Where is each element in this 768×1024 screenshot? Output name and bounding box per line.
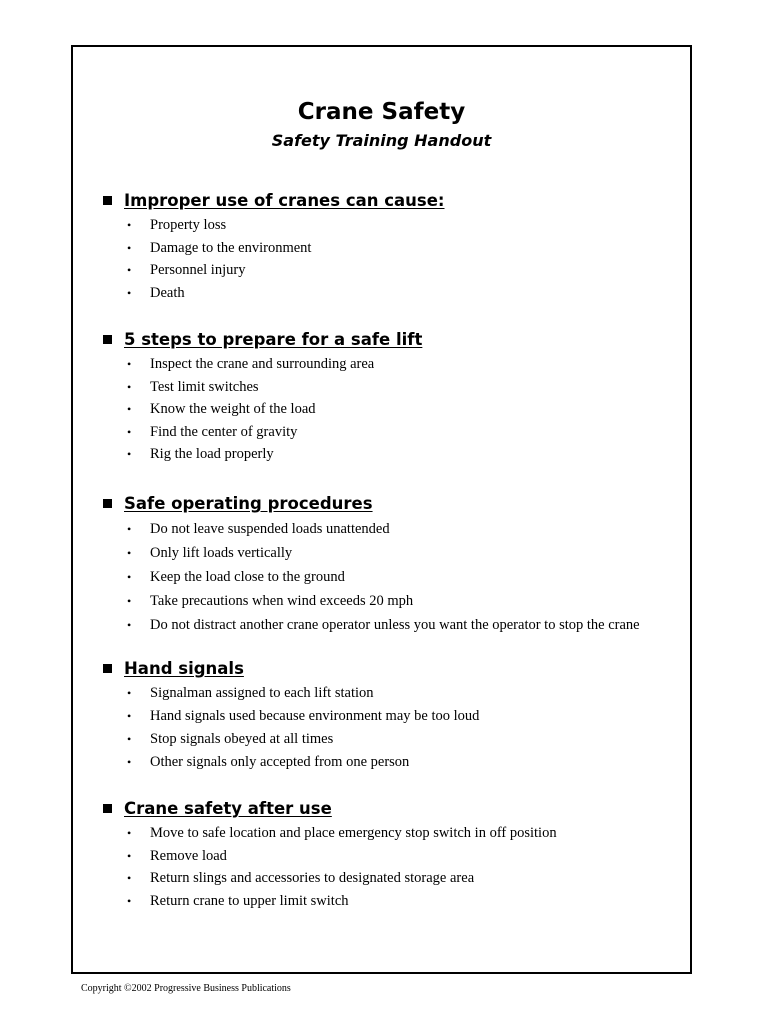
section-heading-text: 5 steps to prepare for a safe lift: [124, 330, 423, 349]
section-improper-use: [73, 190, 690, 304]
bullet-dot-icon: •: [127, 570, 132, 584]
bullet-list: [73, 214, 690, 304]
list-item-text: Other signals only accepted from one person: [150, 754, 410, 770]
list-item: [73, 565, 690, 589]
bullet-dot-icon: •: [127, 618, 132, 632]
list-item: [73, 443, 690, 466]
list-item: [73, 890, 690, 913]
list-item-text: Only lift loads vertically: [150, 545, 293, 561]
bullet-dot-icon: •: [127, 263, 132, 277]
bullet-dot-icon: •: [127, 686, 132, 700]
list-item-text: Remove load: [150, 847, 227, 864]
list-item: [73, 237, 690, 260]
list-item-text: Do not distract another crane operator unless you want the operator to stop the crane: [150, 617, 640, 633]
list-item-text: Return slings and accessories to designated storage area: [150, 870, 475, 886]
bullet-list: [73, 682, 690, 774]
list-item: [73, 705, 690, 728]
list-item-text: Signalman assigned to each lift station: [150, 685, 374, 701]
section-heading-text: Safe operating procedures: [124, 494, 373, 513]
list-item-text: Hand signals used because environment may be too loud: [150, 708, 480, 724]
list-item-text: Return crane to upper limit switch: [150, 892, 349, 909]
section-heading: [73, 493, 690, 517]
bullet-dot-icon: •: [127, 402, 132, 416]
section-crane-safety-after-use: [73, 798, 690, 912]
square-bullet-icon: [103, 499, 112, 508]
bullet-dot-icon: •: [127, 755, 132, 769]
bullet-list: [73, 517, 690, 637]
list-item-text: Property loss: [150, 217, 227, 233]
list-item: [73, 282, 690, 305]
bullet-list: [73, 822, 690, 912]
list-item: [73, 421, 690, 444]
list-item: [73, 682, 690, 705]
list-item: [73, 541, 690, 565]
list-item: [73, 613, 690, 637]
bullet-dot-icon: •: [127, 848, 132, 863]
list-item-text: Take precautions when wind exceeds 20 mph: [150, 593, 414, 609]
bullet-dot-icon: •: [127, 546, 132, 560]
section-prepare-safe-lift: [73, 329, 690, 466]
bullet-dot-icon: •: [127, 709, 132, 723]
square-bullet-icon: [103, 664, 112, 673]
bullet-dot-icon: •: [127, 732, 132, 746]
section-heading: [73, 658, 690, 682]
square-bullet-icon: [103, 335, 112, 344]
handout-frame: [71, 45, 692, 974]
bullet-dot-icon: •: [127, 285, 132, 300]
list-item-text: Stop signals obeyed at all times: [150, 731, 334, 747]
list-item: [73, 353, 690, 376]
list-item: [73, 259, 690, 282]
list-item: [73, 751, 690, 774]
list-item-text: Rig the load properly: [150, 446, 274, 462]
list-item: [73, 214, 690, 237]
bullet-dot-icon: •: [127, 522, 132, 536]
bullet-dot-icon: •: [127, 357, 132, 371]
list-item: [73, 867, 690, 890]
section-heading: [73, 798, 690, 822]
section-heading-text: Improper use of cranes can cause:: [124, 191, 445, 210]
copyright-footer: Copyright ©2002 Progressive Business Publications: [81, 983, 291, 994]
section-heading: [73, 329, 690, 353]
bullet-dot-icon: •: [127, 893, 132, 908]
list-item-text: Personnel injury: [150, 262, 246, 278]
bullet-list: [73, 353, 690, 466]
list-item-text: Move to safe location and place emergency stop switch in off position: [150, 825, 557, 841]
bullet-dot-icon: •: [127, 826, 132, 840]
bullet-dot-icon: •: [127, 871, 132, 885]
page-subtitle: Safety Training Handout: [271, 131, 492, 150]
list-item: [73, 845, 690, 868]
bullet-dot-icon: •: [127, 240, 132, 255]
bullet-dot-icon: •: [127, 594, 132, 608]
section-hand-signals: [73, 658, 690, 774]
list-item: [73, 728, 690, 751]
bullet-dot-icon: •: [127, 447, 132, 461]
list-item-text: Know the weight of the load: [150, 401, 316, 417]
section-heading-text: Hand signals: [124, 659, 244, 678]
page-title: Crane Safety: [297, 99, 466, 125]
section-heading-text: Crane safety after use: [124, 799, 332, 818]
list-item-text: Keep the load close to the ground: [150, 569, 345, 585]
square-bullet-icon: [103, 804, 112, 813]
list-item-text: Find the center of gravity: [150, 423, 298, 440]
list-item-text: Death: [150, 284, 185, 301]
section-safe-operating-procedures: [73, 493, 690, 637]
list-item: [73, 376, 690, 399]
list-item: [73, 517, 690, 541]
list-item: [73, 589, 690, 613]
list-item-text: Inspect the crane and surrounding area: [150, 356, 375, 372]
bullet-dot-icon: •: [127, 218, 132, 232]
list-item-text: Damage to the environment: [150, 239, 312, 256]
bullet-dot-icon: •: [127, 379, 132, 394]
bullet-dot-icon: •: [127, 424, 132, 439]
section-heading: [73, 190, 690, 214]
list-item: [73, 822, 690, 845]
square-bullet-icon: [103, 196, 112, 205]
list-item-text: Do not leave suspended loads unattended: [150, 521, 390, 537]
list-item-text: Test limit switches: [150, 378, 259, 395]
list-item: [73, 398, 690, 421]
